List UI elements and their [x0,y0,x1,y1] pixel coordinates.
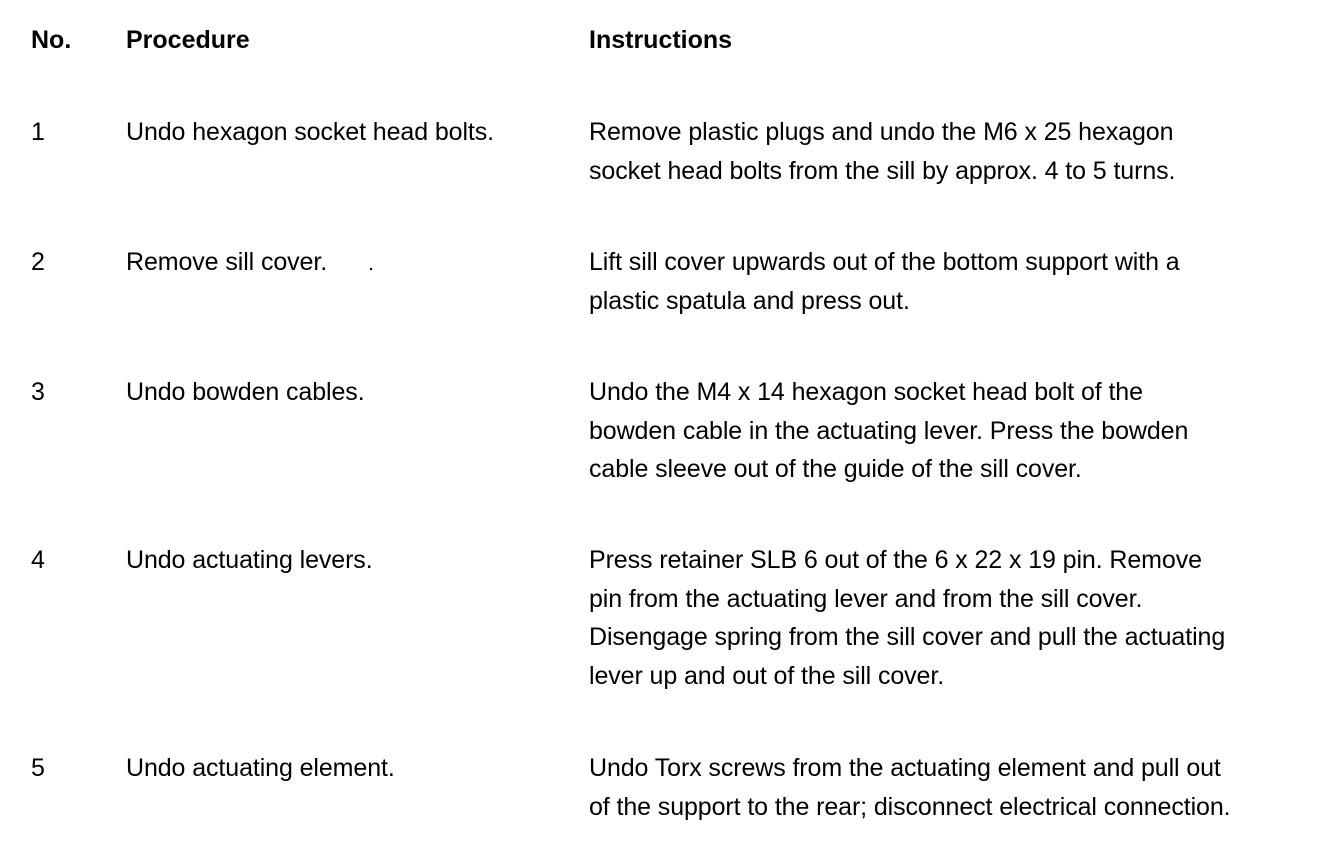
instruction-line: Press retainer SLB 6 out of the 6 x 22 x 19 pin. Remove [589,546,1202,574]
header-no: No. [31,26,72,54]
instruction-line: of the support to the rear; disconnect electrical connection. [589,792,1231,821]
header-procedure: Procedure [126,26,250,54]
instruction-line: Disengage spring from the sill cover and pull the actuating [589,623,1226,651]
row-procedure: Undo hexagon socket head bolts. [126,118,494,146]
row-instructions [589,541,1225,695]
row-instructions [589,243,1180,320]
row-number: 2 [31,248,45,276]
row-number: 4 [31,546,45,574]
row-procedure: Undo bowden cables. [126,378,365,406]
row-procedure: Remove sill cover. [126,248,328,276]
header-instructions: Instructions [589,26,733,54]
row-number: 3 [31,378,45,406]
row-number: 5 [31,754,45,782]
row-instructions [589,113,1175,190]
instruction-line: plastic spatula and press out. [589,286,910,315]
instruction-line: cable sleeve out of the guide of the sill cover. [589,455,1082,483]
instruction-line: Lift sill cover upwards out of the bottom support with a [589,248,1180,276]
instruction-line: socket head bolts from the sill by approx. 4 to 5 turns. [589,156,1176,185]
row-instructions [589,373,1188,489]
instruction-line: Undo Torx screws from the actuating element and pull out [589,754,1221,782]
instruction-line: Undo the M4 x 14 hexagon socket head bolt of the [589,378,1143,406]
instruction-line: pin from the actuating lever and from the sill cover. [589,584,1143,613]
scan-speck [370,268,372,270]
row-instructions [589,749,1231,826]
instruction-line: bowden cable in the actuating lever. Press the bowden [589,416,1189,445]
row-number: 1 [31,118,45,146]
row-procedure: Undo actuating levers. [126,546,373,574]
row-procedure: Undo actuating element. [126,754,395,782]
instruction-line: lever up and out of the sill cover. [589,661,945,690]
instruction-line: Remove plastic plugs and undo the M6 x 25 hexagon [589,118,1174,146]
